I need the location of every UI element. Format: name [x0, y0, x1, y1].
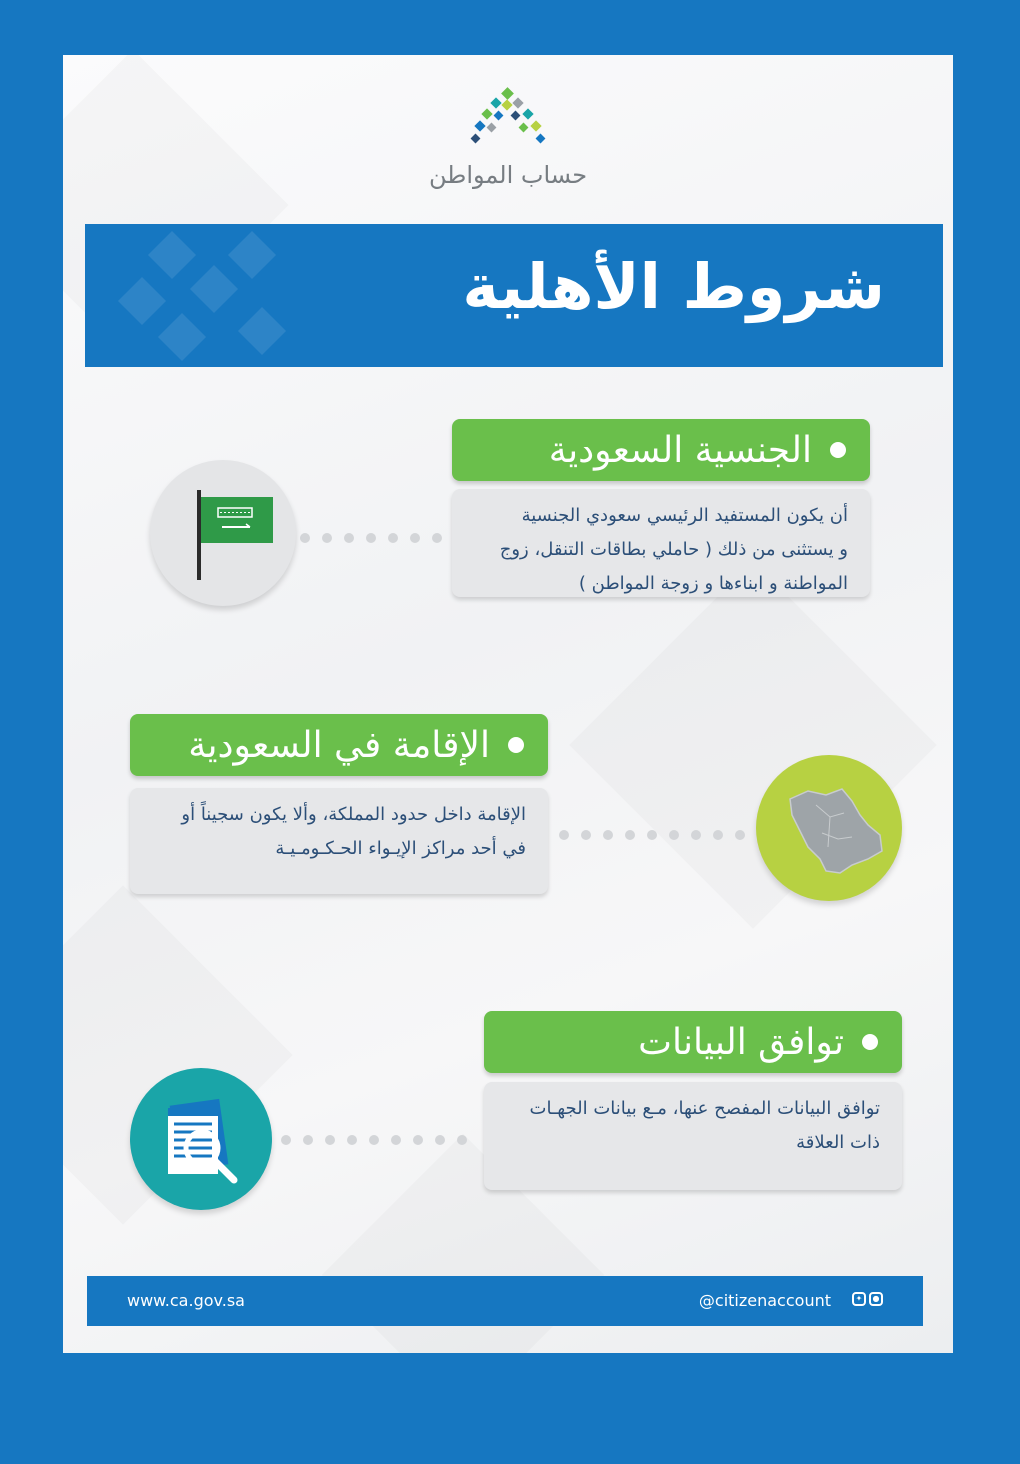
- website-link[interactable]: www.ca.gov.sa: [127, 1291, 245, 1310]
- condition-title-data-match: [484, 1011, 902, 1073]
- description-line: و يستثنى من ذلك ( حاملي بطاقات التنقل، زوج: [499, 539, 848, 560]
- banner-pattern: [228, 231, 276, 279]
- social-icons: [852, 1292, 883, 1306]
- document-search-icon: [130, 1068, 272, 1210]
- logo-text: حساب المواطن: [428, 161, 588, 189]
- banner-pattern: [148, 231, 196, 279]
- description-line: ذات العلاقة: [796, 1132, 880, 1153]
- condition-title-label: الإقامة في السعودية: [188, 724, 490, 766]
- condition-title-label: الجنسية السعودية: [548, 429, 812, 471]
- condition-description-residency: [130, 788, 548, 894]
- banner-pattern: [118, 277, 166, 325]
- social-handle[interactable]: @citizenaccount: [698, 1291, 831, 1310]
- condition-title-nationality: [452, 419, 870, 481]
- logo-mark-icon: [468, 85, 548, 155]
- infographic-card: [63, 55, 953, 1353]
- page-title: شروط الأهلية: [462, 250, 885, 323]
- banner-pattern: [158, 313, 206, 361]
- condition-description-nationality: [452, 489, 870, 597]
- saudi-flag-icon: [150, 460, 296, 606]
- bullet-dot: [862, 1034, 878, 1050]
- brand-logo: [423, 85, 593, 215]
- title-banner: [85, 224, 943, 367]
- condition-title-residency: [130, 714, 548, 776]
- dotted-connector: [281, 1135, 467, 1145]
- footer-bar: [87, 1276, 923, 1326]
- description-line: الإقامة داخل حدود المملكة، وألا يكون سجيناً أو: [181, 804, 526, 825]
- description-line: توافق البيانات المفصح عنها، مـع بيانات الجهـات: [529, 1098, 880, 1119]
- condition-description-data-match: [484, 1082, 902, 1190]
- saudi-map-icon: [756, 755, 902, 901]
- banner-pattern: [190, 265, 238, 313]
- description-line: أن يكون المستفيد الرئيسي سعودي الجنسية: [521, 505, 848, 526]
- dotted-connector: [300, 533, 442, 543]
- description-line: في أحد مراكز الإيـواء الحـكـومـيـة: [275, 838, 526, 859]
- bullet-dot: [508, 737, 524, 753]
- dotted-connector: [559, 830, 745, 840]
- instagram-icon[interactable]: ●: [869, 1292, 883, 1306]
- bullet-dot: [830, 442, 846, 458]
- description-line: المواطنة و ابناءها و زوجة المواطن ): [578, 573, 848, 594]
- twitter-icon[interactable]: ✦: [852, 1292, 866, 1306]
- condition-title-label: توافق البيانات: [638, 1021, 844, 1063]
- banner-pattern: [238, 307, 286, 355]
